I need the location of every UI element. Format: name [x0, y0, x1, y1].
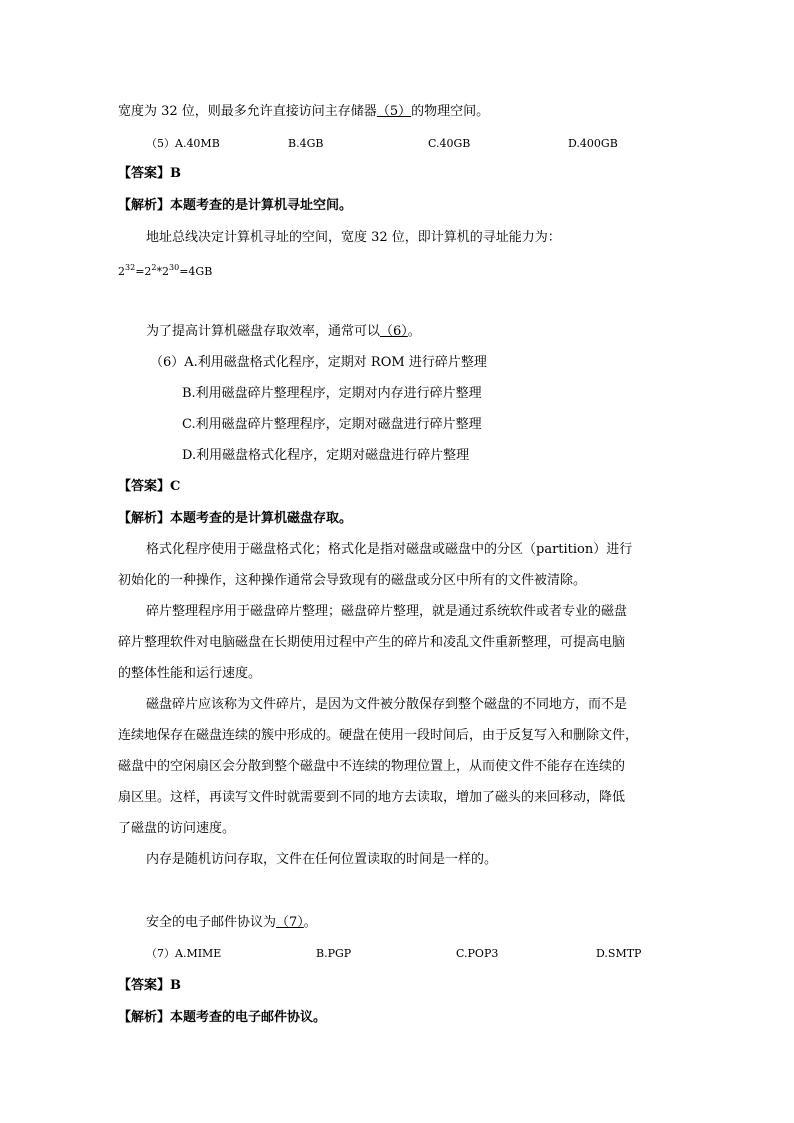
q5-stem [118, 102, 489, 122]
q6-option-a: （6）A.利用磁盘格式化程序，定期对 ROM 进行碎片整理 [150, 355, 487, 370]
formula-mul: *2 [156, 265, 169, 278]
formula-base: 2 [118, 265, 125, 278]
q6-para2-line3: 的整体性能和运行速度。 [118, 666, 262, 681]
q7-answer-value: B [170, 978, 182, 993]
q5-option-d: D.400GB [568, 137, 618, 150]
q5-answer [118, 164, 181, 184]
q5-option-b: B.4GB [288, 137, 324, 150]
q5-blank: （5） [376, 104, 412, 119]
q7-answer [118, 976, 181, 996]
q6-option-b: B.利用磁盘碎片整理程序，定期对内存进行碎片整理 [182, 386, 482, 401]
q6-answer-value: C [170, 479, 181, 494]
formula-exp-32: 32 [125, 263, 136, 272]
q7-stem [146, 913, 317, 933]
q7-analysis-label: 【解析】 [118, 1010, 171, 1025]
q7-analysis-title: 本题考查的电子邮件协议。 [170, 1010, 327, 1025]
q7-analysis [118, 1008, 326, 1028]
q7-option-a: （7）A.MIME [146, 947, 222, 960]
q7-stem-pre: 安全的电子邮件协议为 [146, 915, 277, 930]
q7-answer-label: 【答案】 [118, 978, 171, 993]
q6-para3-line1: 磁盘碎片应该称为文件碎片，是因为文件被分散保存到整个磁盘的不同地方，而不是 [146, 697, 628, 712]
q7-option-c: C.POP3 [456, 947, 499, 960]
q6-blank: （6） [380, 324, 408, 339]
q6-para4-line1: 内存是随机访问存取，文件在任何位置读取的时间是一样的。 [146, 852, 498, 867]
q6-analysis-label: 【解析】 [118, 511, 171, 526]
q5-stem-pre: 宽度为 32 位，则最多允许直接访问主存储器 [118, 104, 377, 119]
q6-stem [146, 322, 421, 342]
formula-result: =4GB [179, 265, 213, 278]
q5-analysis-title: 本题考查的是计算机寻址空间。 [170, 198, 353, 213]
q5-answer-label: 【答案】 [118, 166, 171, 181]
q5-analysis-para: 地址总线决定计算机寻址的空间，宽度 32 位，即计算机的寻址能力为： [146, 230, 561, 245]
q6-para3-line2: 连续地保存在磁盘连续的簇中形成的。硬盘在使用一段时间后，由于反复写入和删除文件， [118, 728, 639, 743]
q6-answer-label: 【答案】 [118, 479, 171, 494]
q7-stem-post: 。 [303, 915, 317, 930]
q5-analysis-label: 【解析】 [118, 198, 171, 213]
q5-option-a: （5）A.40MB [146, 137, 220, 150]
q6-para1-line1: 格式化程序使用于磁盘格式化；格式化是指对磁盘或磁盘中的分区（partition）进行 [146, 542, 633, 557]
q5-stem-post: 的物理空间。 [411, 104, 490, 119]
q5-answer-value: B [170, 166, 182, 181]
q6-stem-post: 。 [407, 324, 421, 339]
q6-option-c: C.利用磁盘碎片整理程序，定期对磁盘进行碎片整理 [182, 417, 482, 432]
q6-para2-line1: 碎片整理程序用于磁盘碎片整理；磁盘碎片整理，就是通过系统软件或者专业的磁盘 [146, 604, 628, 619]
q7-option-d: D.SMTP [596, 947, 642, 960]
q6-para1-line2: 初始化的一种操作，这种操作通常会导致现有的磁盘或分区中所有的文件被清除。 [118, 573, 587, 588]
q6-analysis-title: 本题考查的是计算机磁盘存取。 [170, 511, 353, 526]
q6-para2-line2: 碎片整理软件对电脑磁盘在长期使用过程中产生的碎片和凌乱文件重新整理，可提高电脑 [118, 635, 626, 650]
q6-option-d: D.利用磁盘格式化程序，定期对磁盘进行碎片整理 [182, 448, 470, 463]
q6-para3-line4: 扇区里。这样，再读写文件时就需要到不同的地方去读取，增加了磁头的来回移动，降低 [118, 790, 626, 805]
q5-analysis [118, 196, 352, 216]
q6-para3-line5: 了磁盘的访问速度。 [118, 821, 236, 836]
q7-option-b: B.PGP [316, 947, 352, 960]
q5-option-c: C.40GB [428, 137, 471, 150]
q7-blank: （7） [276, 915, 304, 930]
formula-exp-2: 2 [151, 263, 157, 272]
q6-para3-line3: 磁盘中的空闲扇区会分散到整个磁盘中不连续的物理位置上，从而使文件不能存在连续的 [118, 759, 626, 774]
q5-formula [118, 262, 212, 282]
q6-answer [118, 477, 180, 497]
formula-exp-30: 30 [169, 263, 180, 272]
formula-eq: =2 [135, 265, 152, 278]
q6-stem-pre: 为了提高计算机磁盘存取效率，通常可以 [146, 324, 381, 339]
q6-analysis [118, 509, 352, 529]
